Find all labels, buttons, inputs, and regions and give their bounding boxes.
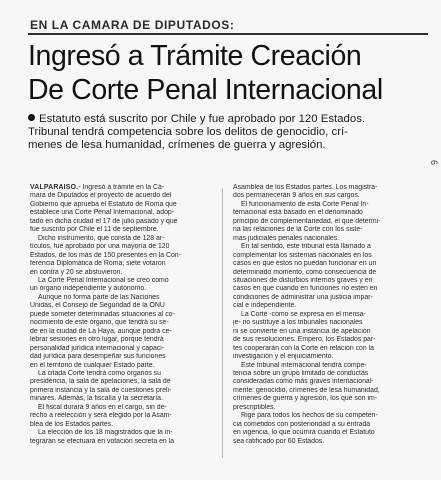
body-line: crímenes de guerra y agresión, los que son im- xyxy=(233,395,378,403)
bullet-icon xyxy=(28,114,35,121)
body-line: nocimiento de este órgano, que tendrá su se- xyxy=(30,319,169,327)
body-line: consideradas como más graves internacional- xyxy=(233,378,374,386)
body-line: en vigencia, lo que ocurrirá cuando el Estatuto xyxy=(233,429,375,437)
body-line: ni se convierte en una instancia de apelación xyxy=(233,327,371,335)
body-line: en el territorio de cualquier Estado parte. xyxy=(30,361,155,369)
body-line: na las relaciones de la Corte con los siste- xyxy=(233,226,363,234)
body-line: fue suscrito por Chile el 11 de septiembre. xyxy=(30,226,159,234)
body-line: La citada Corte tendrá como órganos su xyxy=(38,369,161,377)
deck-line-1 xyxy=(28,113,426,126)
body-line: de en la ciudad de La Haya, aunque podrá ce- xyxy=(30,327,172,335)
body-line: lebrar sesiones en otro lugar, porque tendrá xyxy=(30,336,164,344)
body-line: ferencia Diplomática de Roma; siete votaron xyxy=(30,260,166,268)
body-line: tado en dicha ciudad el 17 de julio pasado y que xyxy=(30,217,178,225)
body-line: en contra y 20 se abstuvieron. xyxy=(30,268,123,276)
body-line: mente: genocidio, crímenes de lesa humanidad, xyxy=(233,386,380,394)
body-line: tegrarán se efectuará en votación secreta en la xyxy=(30,437,175,445)
body-line: Aunque no forma parte de las Naciones xyxy=(38,293,160,301)
body-line: primera instancia y la sala de cuestiones preli- xyxy=(30,386,172,394)
body-line: dad jurídica para desempeñar sus funciones xyxy=(30,353,166,361)
body-line: mara de Diputados el proyecto de acuerdo del xyxy=(30,192,172,200)
body-column-right xyxy=(233,184,409,446)
body-line: cia cometidos con posterioridad a su entrada xyxy=(233,420,371,428)
body-line: determinado momento, como consecuencia de xyxy=(233,268,377,276)
deck-line-1-text: Estatuto está suscrito por Chile y fue aprobado por 120 Estados. xyxy=(39,113,366,125)
deck-line-2: Tribunal tendrá competencia sobre los delitos de genocidio, crí- xyxy=(28,126,348,138)
body-line: En tal sentido, este tribunal está llamado a xyxy=(241,243,371,251)
headline-line-2: De Corte Penal Internacional xyxy=(28,74,383,106)
headline-line-1: Ingresó a Trámite Creación xyxy=(28,40,362,72)
body-line: situaciones de disturbios internos graves y en xyxy=(233,276,373,284)
body-line: El funcionamiento de esta Corte Penal In- xyxy=(241,200,369,208)
body-line: presidencia, la sala de apelaciones, la sala de xyxy=(30,378,171,386)
deck-line-3: menes de lesa humanidad, crímenes de guerra y agresión. xyxy=(28,139,326,151)
body-line: VALPARAISO.- Ingresó a trámite en la Cá- xyxy=(30,184,165,191)
edge-mark: 6 xyxy=(429,160,439,166)
body-line: sea ratificado por 60 Estados. xyxy=(233,437,325,445)
body-line: blea de los Estados partes. xyxy=(30,420,114,428)
body-line: Este tribunal internacional tendrá compe- xyxy=(241,361,367,369)
body-line: tículos, fue aprobado por una mayoría de 120 xyxy=(30,243,170,251)
dateline: VALPARAISO. xyxy=(30,184,79,191)
body-line: personalidad jurídica internacional y capaci- xyxy=(30,344,165,352)
column-divider xyxy=(222,188,223,458)
body-line: je- no sustituye a los tribunales nacionales xyxy=(233,319,363,327)
body-line: casos en que cuando en funciones no estén en xyxy=(233,285,378,293)
body-line: Estados, de los más de 150 presentes en la Con- xyxy=(30,251,181,259)
body-line: de sus resoluciones. Empero, los Estados par- xyxy=(233,336,376,344)
body-line: tes cooperarán con la Corte en relación con la xyxy=(233,344,374,352)
summary-deck xyxy=(28,113,426,152)
body-line: dos permanecerán 9 años en sus cargos. xyxy=(233,192,360,200)
body-line: cial e independiente. xyxy=(233,302,297,310)
body-line: principio de complementariedad, el que determi- xyxy=(233,217,381,225)
body-line: establece una Corte Penal Internacional, adop- xyxy=(30,209,175,217)
body-line: La Corte -como se expresa en el mensa- xyxy=(241,310,366,318)
body-line: mas judiciales penales nacionales. xyxy=(233,234,340,242)
body-line: Rige para todos los hechos de su competen- xyxy=(241,412,378,420)
body-line: Dicho instrumento, que consta de 128 ar- xyxy=(38,234,165,242)
body-line: La elección de los 18 magistrados que la in- xyxy=(38,429,173,437)
body-line: casos en que éstos no puedan funcionar en un xyxy=(233,260,377,268)
body-line: complementar los sistemas nacionales en los xyxy=(233,251,372,259)
body-line: prescriptibles. xyxy=(233,403,276,411)
body-line: tencia sobre un grupo limitado de conductas xyxy=(233,369,369,377)
section-kicker: EN LA CAMARA DE DIPUTADOS: xyxy=(30,18,235,32)
kicker-rule xyxy=(28,33,428,35)
body-line: El fiscal durará 9 años en el cargo, sin de- xyxy=(38,403,167,411)
body-line: puede someter determinadas situaciones al co- xyxy=(30,310,175,318)
body-line: condiciones de administrar una justicia impar- xyxy=(233,293,373,301)
body-line: un órgano independiente y autónomo. xyxy=(30,285,147,293)
body-line: investigación y el enjuiciamiento. xyxy=(233,353,334,361)
body-line: Unidas, el Consejo de Seguridad de la ONU xyxy=(30,302,165,310)
body-line: Asamblea de los Estados partes. Los magistra- xyxy=(233,184,378,191)
body-line: ternacional está basado en el denominado xyxy=(233,209,363,217)
body-line: minares. Además, la fiscalía y la secretaría. xyxy=(30,395,163,403)
body-column-left xyxy=(30,184,200,446)
body-line: Gobierno que aprueba el Estatuto de Roma que xyxy=(30,200,177,208)
body-line: recho a reelección y será elegido por la Asam- xyxy=(30,412,172,420)
body-line: La Corte Penal Internacional se creó como xyxy=(38,276,169,284)
